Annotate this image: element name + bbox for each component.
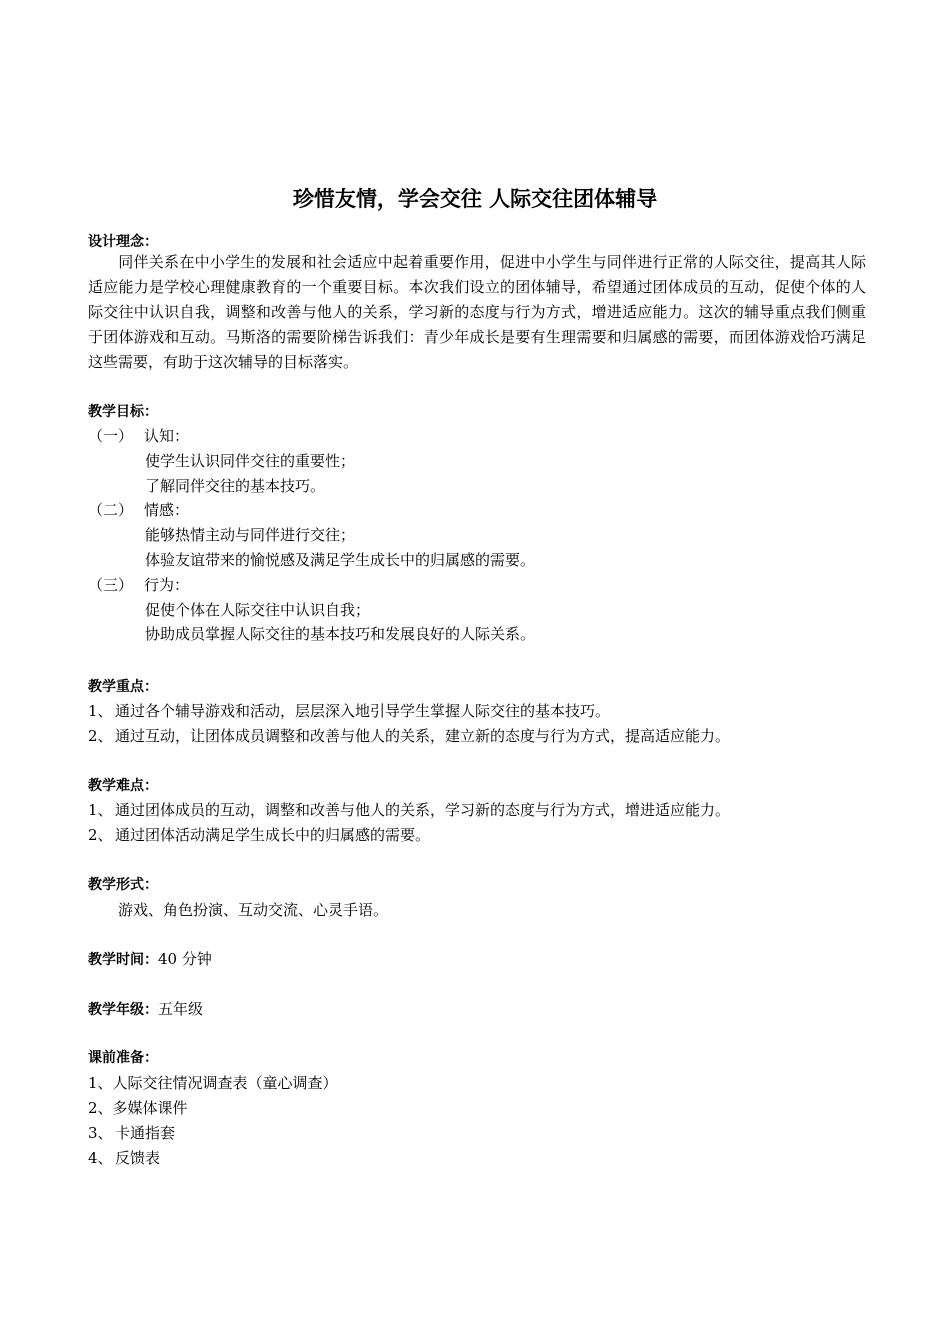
document-title: 珍惜友情，学会交往 人际交往团体辅导 [292, 187, 658, 211]
item-number: 1、 [88, 702, 113, 720]
goal-group-behavior [88, 573, 189, 598]
difficulty-item [88, 823, 430, 848]
key-point-item [88, 724, 730, 749]
item-number: 1、 [88, 1074, 113, 1092]
goal-group-label: （一） [88, 427, 134, 445]
item-text: 卡通指套 [115, 1124, 176, 1142]
prep-item [88, 1071, 338, 1096]
item-text: 通过团体成员的互动，调整和改善与他人的关系，学习新的态度与行为方式，增进适应能力。 [115, 801, 731, 819]
goal-item: 使学生认识同伴交往的重要性； [145, 452, 356, 470]
form-heading: 教学形式： [88, 877, 158, 893]
time-row [88, 947, 212, 973]
goal-item: 能够热情主动与同伴进行交往； [145, 526, 356, 544]
goal-item: 协助成员掌握人际交往的基本技巧和发展良好的人际关系。 [145, 625, 536, 643]
item-text: 多媒体课件 [112, 1099, 188, 1117]
prep-heading: 课前准备： [88, 1050, 158, 1066]
goal-group-name: 情感： [144, 501, 190, 519]
item-number: 2、 [88, 1099, 113, 1117]
design-heading: 设计理念： [88, 234, 158, 250]
item-number: 2、 [88, 826, 113, 844]
form-text: 游戏、角色扮演、互动交流、心灵手语。 [118, 901, 389, 919]
key-point-item [88, 699, 610, 724]
difficulties-heading: 教学难点： [88, 778, 158, 794]
key-points-heading: 教学重点： [88, 679, 158, 695]
item-text: 人际交往情况调查表（童心调查） [112, 1074, 338, 1092]
goal-group-name: 行为： [144, 576, 190, 594]
grade-heading: 教学年级： [88, 1002, 158, 1018]
goal-group-name: 认知： [144, 427, 190, 445]
item-text: 通过互动，让团体成员调整和改善与他人的关系，建立新的态度与行为方式，提高适应能力。 [115, 727, 731, 745]
time-value: 40 分钟 [158, 950, 212, 968]
prep-item [88, 1096, 188, 1121]
item-number: 3、 [88, 1124, 113, 1142]
design-text: 同伴关系在中小学生的发展和社会适应中起着重要作用，促进中小学生与同伴进行正常的人际交往，提高其人际适应能力是学校心理健康教育的一个重要目标。本次我们设立的团体辅导，希望通过团体成员的互动，促使个体的人际交往中认识自我，调整和改善与他人的关系，学习新的态度与行为方式，增进适应能力。这次的辅导重点我们侧重于团体游戏和互动。马斯洛的需要阶梯告诉我们：青少年成长是要有生理需要和归属感的需要，而团体游戏恰巧满足这些需要，有助于这次辅导的目标落实。 [88, 253, 866, 371]
goal-item: 促使个体在人际交往中认识自我； [145, 601, 371, 619]
goal-item: 了解同伴交往的基本技巧。 [145, 477, 326, 495]
prep-item [88, 1121, 175, 1146]
item-text: 通过团体活动满足学生成长中的归属感的需要。 [115, 826, 431, 844]
item-text: 通过各个辅导游戏和活动，层层深入地引导学生掌握人际交往的基本技巧。 [115, 702, 611, 720]
goal-group-cognition [88, 424, 189, 449]
time-heading: 教学时间： [88, 952, 158, 968]
goal-group-label: （二） [88, 501, 134, 519]
design-paragraph [88, 250, 866, 375]
goal-group-label: （三） [88, 576, 134, 594]
prep-item [88, 1146, 160, 1171]
difficulty-item [88, 798, 730, 823]
grade-row [88, 997, 203, 1023]
item-text: 反馈表 [115, 1149, 161, 1167]
item-number: 4、 [88, 1149, 113, 1167]
grade-value: 五年级 [158, 1000, 204, 1018]
goal-item: 体验友谊带来的愉悦感及满足学生成长中的归属感的需要。 [145, 551, 536, 569]
item-number: 2、 [88, 727, 113, 745]
goals-heading: 教学目标： [88, 404, 158, 420]
item-number: 1、 [88, 801, 113, 819]
goal-group-emotion [88, 498, 189, 523]
